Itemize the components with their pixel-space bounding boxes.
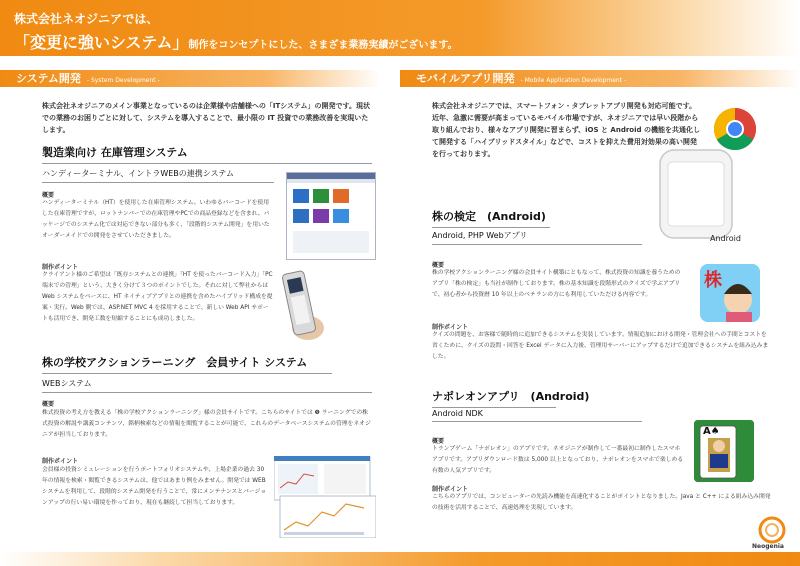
mobile-dev-title: モバイルアプリ開発 xyxy=(416,72,515,85)
kabu-kentei-app-icon xyxy=(700,264,760,322)
point-text-kabu-site: 会員様の投資シミュレーションを行うポートフォリオシステムや、上場企業の過去 30 年の情報を検索・閲覧できるシステムは、他ではあまり例をみません。開発では WEB システムを利用して、段階的システム開発を行うことで、常にメンテナンスとバージョンアップの行い易い環境を作っており、現在も継続して担当しております。 xyxy=(42,467,266,506)
overview-text-napoleon: トランプゲーム「ナポレオン」のアプリです。ネオジニアが制作して一番最初に制作したスマホアプリです。アプリダウンロード数は 5,000 以上となっており、ナポレオンをスマホで楽しめる有数の人気アプリです。 xyxy=(432,446,684,474)
point-text-napoleon: こちらのアプリでは、コンピューターの先読み機能を高速化することがポイントとなりました。Java と C++ による組み込み開発の技術を活用することで、高速処理を実現しています。 xyxy=(432,494,771,511)
overview-text-kabu-site: 株式投資の考え方を教える「株の学校アクションラーニング」様の会員サイトです。こちらのサイトでは ❾ ラーニングでの株式投資の解説や講義コンテンツ、銘柄検索などの情報を閲覧することが可能で、これらのデータベースシステムの管理をネオジニアが担当しております。 xyxy=(42,410,371,438)
point-label-kabu-kentei: 制作ポイント xyxy=(432,324,469,331)
android-phone-image xyxy=(656,148,736,240)
system-dev-section-bar xyxy=(0,70,380,87)
overview-text-inventory: ハンディーターミナル（HT）を使用した在庫管理システム。いわゆるバーコードを使用した在庫管理ですが、ロットナンバーでの在庫管理やPCでの商品登録などを含まれ、パッケージでのシステム化では対応できない部分も多く、「段階的システム開発」を用いたオーダーメイドでの開発をさせていただきました。 xyxy=(42,200,270,239)
project-subtitle-napoleon: Android NDK xyxy=(432,409,642,422)
overview-label-kabu-kentei: 概要 xyxy=(432,262,445,269)
kabu-icon-char: 株 xyxy=(704,270,722,291)
point-label-inventory: 制作ポイント xyxy=(42,264,79,271)
project-title-kabu-site: 株の学校アクションラーニング 会員サイト システム xyxy=(42,354,332,374)
overview-label-inventory: 概要 xyxy=(42,192,55,199)
project-title-inventory: 製造業向け 在庫管理システム xyxy=(42,144,372,164)
point-label-kabu-site: 制作ポイント xyxy=(42,458,79,465)
system-dev-intro: 株式会社ネオジニアのメイン事業となっているのは企業様や店舗様への「ITシステム」の開発です。現状での業務のお困りごとに対して、システムを導入することで、最小限の IT 投資での業務改善を実現いたします。 xyxy=(42,102,370,134)
project-subtitle-kabu-kentei: Android, PHP Webアプリ xyxy=(432,230,642,245)
inventory-screenshot xyxy=(286,172,376,260)
header-line1: 株式会社ネオジニアでは、 xyxy=(14,12,159,26)
footer-band xyxy=(0,552,800,566)
header-tagline: 「変更に強いシステム」 xyxy=(14,33,189,52)
mobile-dev-subtitle: - Mobile Application Development - xyxy=(520,77,627,84)
system-dev-title: システム開発 xyxy=(16,72,81,85)
point-label-napoleon: 制作ポイント xyxy=(432,486,469,493)
project-title-napoleon: ナポレオンアプリ (Android) xyxy=(432,388,556,408)
overview-label-kabu-site: 概要 xyxy=(42,401,55,408)
card-suit-text: A♠ xyxy=(703,426,720,437)
mobile-dev-intro: 株式会社ネオジニアでは、スマートフォン・タブレットアプリ開発も対応可能です。近年、急激に需要が高まっているモバイル市場ですが、ネオジニアでは早い段階から取り組んでおり、様々なアプリ開発に習まらず、iOS と Android の機能を共通化して開発する「ハイブリッドスタイル」などで、コストを抑えた費用対効果の高い開発を行っております。 xyxy=(432,102,700,158)
neogenia-logo-text: Neogenia xyxy=(752,543,784,550)
point-text-inventory: クライアント様のご希望は「既存システムとの連携」「HT を使ったバーコード入力」「PC 端末での管理」という、大きく分けて３つのポイントでした。それに対して弊社からは Web システムをベースに、HT ネイティブアプリとの連携を含めたハイブリッド構成を提案・実行。Web 側では、ASP.NET MVC 4 を採用することで、新しい Web API サポートも活用でき、開発工数を短縮することにも成功しました。 xyxy=(42,272,273,322)
android-device-label: Android xyxy=(710,234,741,243)
chrome-logo-icon xyxy=(712,106,758,152)
mobile-dev-section-bar xyxy=(400,70,800,87)
overview-text-kabu-kentei: 株の学校アクションラーニング様の会員サイト構築にともなって、株式投資の知識を養うためのアプリ「株の検定」も当社が制作しております。株の基本知識を段階形式のクイズで学ぶアプリで、初心者から投資暦 10 年以上のベテランの方にも利用していただける内容です。 xyxy=(432,270,681,298)
point-text-kabu-kentei: クイズの問題を、お客様で随時的に追加できるシステムを実装しています。情報追加における開発・管理会社への手間とコストを省くために、クイズの設問・回答を Excel データに入力後、管理用サーバーにアップするだけで追加できるシステムを組み込みました。 xyxy=(432,332,769,360)
project-subtitle-kabu-site: WEBシステム xyxy=(42,378,372,393)
header-line2 xyxy=(14,30,458,53)
neogenia-logo-icon xyxy=(756,516,788,544)
napoleon-card-image xyxy=(694,420,754,482)
kabu-site-screenshots xyxy=(274,456,376,538)
overview-label-napoleon: 概要 xyxy=(432,438,445,445)
handheld-terminal-image xyxy=(274,270,324,342)
header-line2-rest: 制作をコンセプトにした、さまざま業務実績がございます。 xyxy=(188,40,458,51)
project-subtitle-inventory: ハンディーターミナル、イントラWEBの連携システム xyxy=(42,168,274,183)
project-title-kabu-kentei: 株の検定 (Android) xyxy=(432,208,550,228)
system-dev-subtitle: - System Development - xyxy=(86,77,160,84)
